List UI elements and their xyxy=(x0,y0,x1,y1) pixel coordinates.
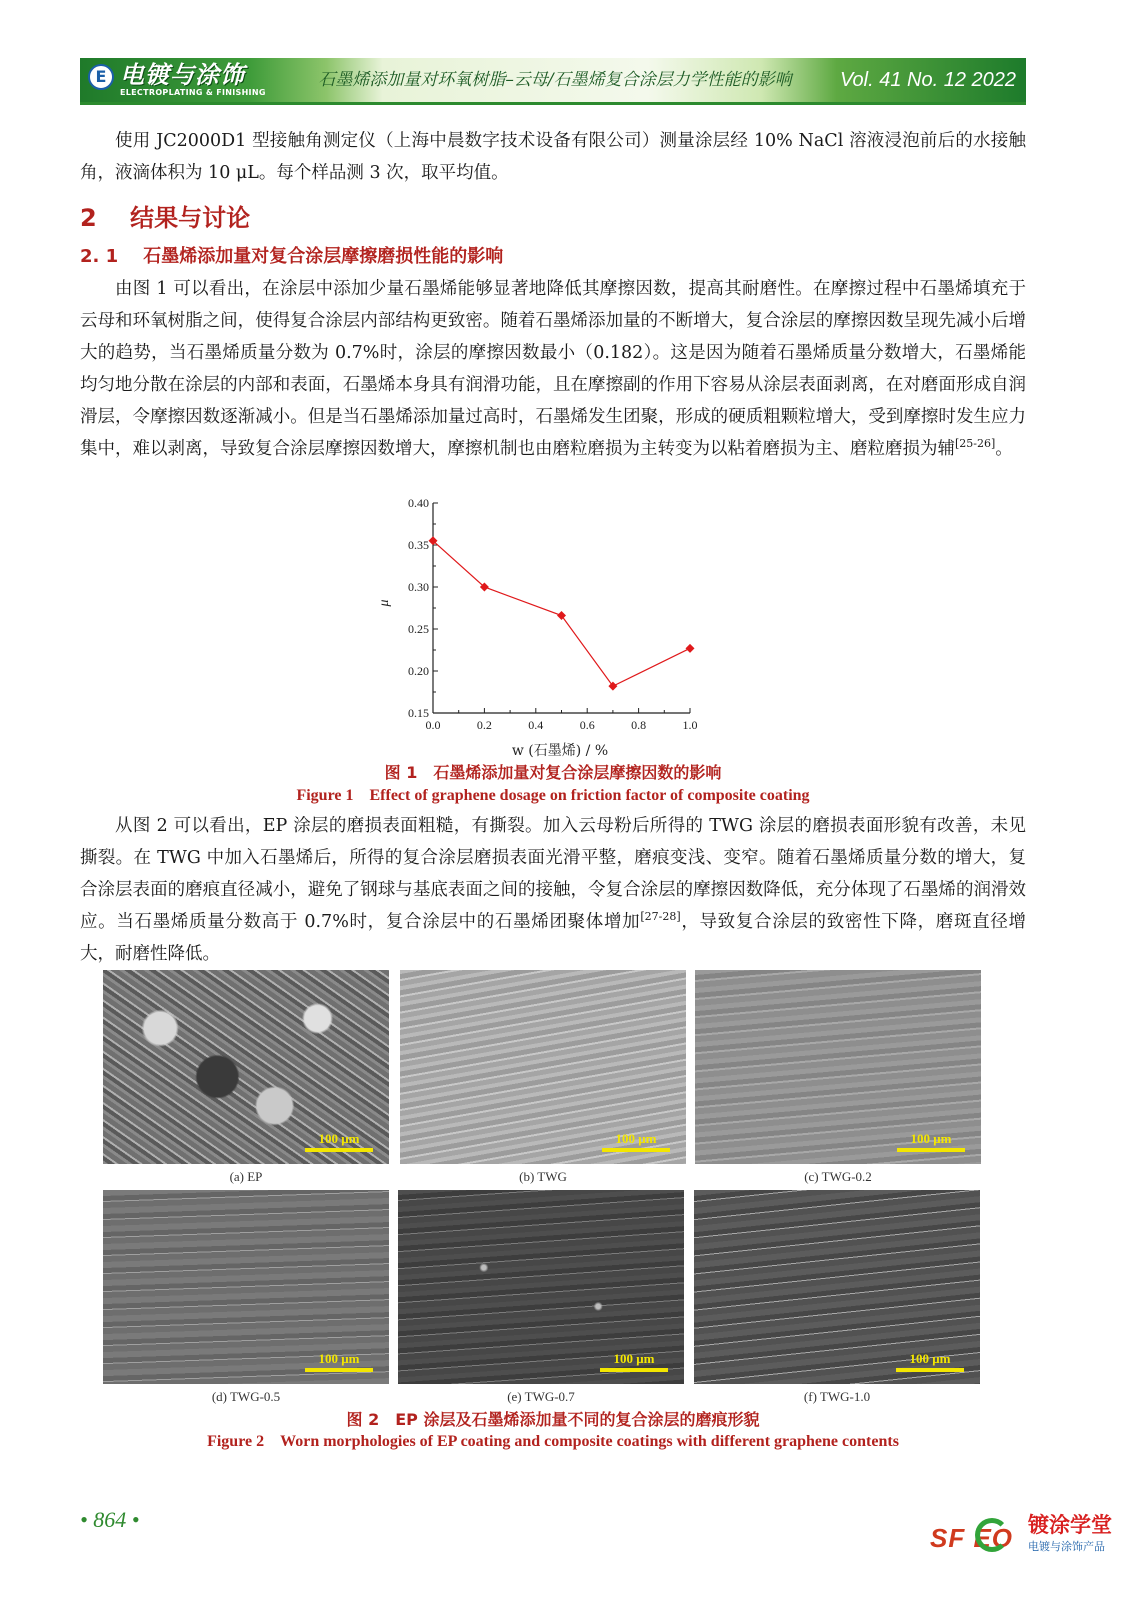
section-heading xyxy=(80,203,250,233)
scale-bar: 100 μm xyxy=(897,1131,965,1152)
panel-caption-d: (d) TWG-0.5 xyxy=(211,1389,281,1404)
sem-image-twg-0-2 xyxy=(695,970,981,1164)
x-tick-label: 0.4 xyxy=(528,718,544,732)
sem-image-ep xyxy=(103,970,389,1164)
panel-caption-a: (a) EP xyxy=(229,1169,263,1184)
journal-header-banner xyxy=(80,58,1026,105)
sem-image-twg-1-0 xyxy=(694,1190,980,1384)
data-point xyxy=(557,611,566,620)
issue-info: Vol. 41 No. 12 2022 xyxy=(839,69,1016,91)
paragraph-friction xyxy=(80,273,1026,465)
journal-english-name: ELECTROPLATING & FINISHING xyxy=(120,88,266,97)
data-point xyxy=(686,644,695,653)
y-tick-label: 0.20 xyxy=(408,664,429,678)
section-title: 结果与讨论 xyxy=(130,204,251,232)
figure1-caption-en: Figure 1 Effect of graphene dosage on friction factor of composite coating xyxy=(296,787,810,804)
journal-name: 电镀与涂饰 xyxy=(120,60,245,89)
chart-y-axis-label: μ xyxy=(377,599,392,607)
footer-logo-text: SF EO xyxy=(930,1523,1014,1553)
y-tick-label: 0.40 xyxy=(408,496,429,510)
scale-bar: 100 μm xyxy=(896,1351,964,1372)
scale-bar: 100 μm xyxy=(602,1131,670,1152)
y-tick-label: 0.25 xyxy=(408,622,429,636)
section-number: 2 xyxy=(80,204,97,232)
sem-image-twg-0-5 xyxy=(103,1190,389,1384)
scale-bar: 100 μm xyxy=(305,1131,373,1152)
page-number: • 864 • xyxy=(80,1507,140,1532)
paragraph-morphology xyxy=(80,810,1026,970)
x-tick-label: 0.0 xyxy=(425,718,441,732)
chart-series xyxy=(429,536,695,690)
panel-caption-c: (c) TWG-0.2 xyxy=(804,1169,872,1184)
sem-image-twg xyxy=(400,970,686,1164)
paragraph-end: 。 xyxy=(995,439,1013,459)
journal-logo-icon: E xyxy=(88,64,114,90)
y-tick-label: 0.35 xyxy=(408,538,429,552)
citation: [27-28] xyxy=(640,910,681,924)
sem-image-twg-0-7 xyxy=(398,1190,684,1384)
footer-logo-ring-icon xyxy=(975,1518,1009,1552)
y-tick-label: 0.30 xyxy=(408,580,429,594)
subsection-number: 2. 1 xyxy=(80,246,119,267)
running-title: 石墨烯添加量对环氧树脂–云母/石墨烯复合涂层力学性能的影响 xyxy=(318,70,792,90)
figure1-caption-cn: 图 1 石墨烯添加量对复合涂层摩擦因数的影响 xyxy=(384,763,722,782)
paragraph-text: 由图 1 可以看出，在涂层中添加少量石墨烯能够显著地降低其摩擦因数，提高其耐磨性。在摩擦过程中石墨烯填充于云母和环氧树脂之间，使得复合涂层内部结构更致密。随着石墨烯添加量的不断增大，复合涂层的摩擦因数呈现先减小后增大的趋势，当石墨烯质量分数为 0.7%时，涂层的摩擦因数最小（0.182）。这是因为随着石墨烯质量分数增大，石墨烯能均匀地分散在涂层的内部和表面，石墨烯本身具有润滑功能，且在摩擦副的作用下容易从涂层表面剥离，在对磨面形成自润滑层，令摩擦因数逐渐减小。但是当石墨烯添加量过高时，石墨烯发生团聚，形成的硬质粗颗粒增大，受到摩擦时发生应力集中，难以剥离，导致复合涂层摩擦因数增大，摩擦机制也由磨粒磨损为主转变为以粘着磨损为主、磨粒磨损为辅 xyxy=(80,279,1026,459)
chart-axes xyxy=(433,503,690,713)
x-tick-label: 0.6 xyxy=(579,718,595,732)
chart-x-axis-label: w (石墨烯) / % xyxy=(511,743,609,759)
footer-brand-subtitle: 电镀与涂饰产品 xyxy=(1028,1540,1105,1553)
x-tick-label: 0.8 xyxy=(631,718,647,732)
figure2-caption-cn: 图 2 EP 涂层及石墨烯添加量不同的复合涂层的磨痕形貌 xyxy=(346,1410,760,1429)
chart-ticks xyxy=(408,496,698,732)
data-point xyxy=(608,682,617,691)
intro-paragraph: 使用 JC2000D1 型接触角测定仪（上海中晨数字技术设备有限公司）测量涂层经 10% NaCl 溶液浸泡前后的水接触角，液滴体积为 10 μL。每个样品测 3 次，取平均值。 xyxy=(80,131,1026,183)
scale-bar: 100 μm xyxy=(600,1351,668,1372)
scale-bar: 100 μm xyxy=(305,1351,373,1372)
figure1-chart xyxy=(370,495,720,763)
y-tick-label: 0.15 xyxy=(408,706,429,720)
panel-caption-f: (f) TWG-1.0 xyxy=(803,1389,871,1404)
footer-brand: 镀涂学堂 xyxy=(1028,1513,1112,1537)
subsection-heading xyxy=(80,244,503,270)
panel-caption-b: (b) TWG xyxy=(519,1169,567,1184)
paragraph-text: 从图 2 可以看出，EP 涂层的磨损表面粗糙，有撕裂。加入云母粉后所得的 TWG 涂层的磨损表面形貌有改善，未见撕裂。在 TWG 中加入石墨烯后，所得的复合涂层磨损表面光滑平整，磨痕变浅、变窄。随着石墨烯质量分数的增大，复合涂层表面的磨痕直径减小，避免了钢球与基底表面之间的接触，令复合涂层的摩擦因数降低，充分体现了石墨烯的润滑效应。当石墨烯质量分数高于 0.7%时，复合涂层中的石墨烯团聚体增加 xyxy=(80,816,1026,932)
panel-caption-e: (e) TWG-0.7 xyxy=(507,1389,575,1404)
citation: [25-26] xyxy=(955,437,996,451)
figure2-caption-en: Figure 2 Worn morphologies of EP coating and composite coatings with different graphene contents xyxy=(207,1433,899,1450)
x-tick-label: 1.0 xyxy=(682,718,698,732)
subsection-title: 石墨烯添加量对复合涂层摩擦磨损性能的影响 xyxy=(143,246,504,267)
paragraph-end: ，导致复合涂层的致密性下降，磨斑直径增大，耐磨性降低。 xyxy=(80,912,1027,964)
x-tick-label: 0.2 xyxy=(476,718,492,732)
